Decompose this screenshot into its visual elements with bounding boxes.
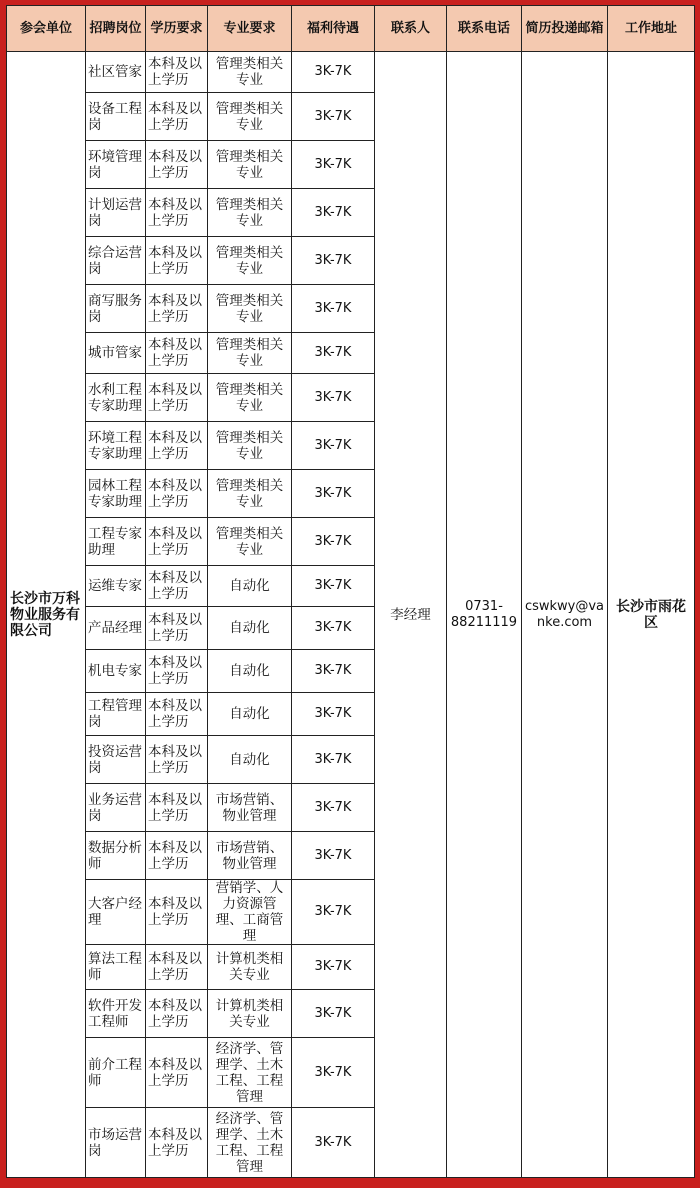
- major-cell: 市场营销、物业管理: [208, 832, 292, 880]
- salary-cell: 3K-7K: [292, 945, 375, 990]
- major-cell: 自动化: [208, 566, 292, 607]
- salary-cell: 3K-7K: [292, 237, 375, 285]
- table-row: [7, 52, 695, 93]
- major-cell: 经济学、管理学、土木工程、工程管理: [208, 1108, 292, 1178]
- position-cell: 运维专家: [86, 566, 146, 607]
- salary-cell: 3K-7K: [292, 333, 375, 374]
- education-cell: 本科及以上学历: [146, 990, 208, 1038]
- position-cell: 设备工程岗: [86, 93, 146, 141]
- education-cell: 本科及以上学历: [146, 93, 208, 141]
- position-cell: 数据分析师: [86, 832, 146, 880]
- major-cell: 管理类相关专业: [208, 470, 292, 518]
- position-cell: 业务运营岗: [86, 784, 146, 832]
- salary-cell: 3K-7K: [292, 990, 375, 1038]
- major-cell: 自动化: [208, 736, 292, 784]
- position-cell: 市场运营岗: [86, 1108, 146, 1178]
- position-cell: 城市管家: [86, 333, 146, 374]
- education-cell: 本科及以上学历: [146, 189, 208, 237]
- major-cell: 计算机类相关专业: [208, 990, 292, 1038]
- salary-cell: 3K-7K: [292, 285, 375, 333]
- major-cell: 管理类相关专业: [208, 93, 292, 141]
- header-education: 学历要求: [146, 6, 208, 52]
- salary-cell: 3K-7K: [292, 374, 375, 422]
- company-cell: 长沙市万科物业服务有限公司: [7, 52, 86, 1178]
- header-address: 工作地址: [608, 6, 695, 52]
- position-cell: 算法工程师: [86, 945, 146, 990]
- email-cell: cswkwy@vanke.com: [522, 52, 608, 1178]
- major-cell: 营销学、人力资源管理、工商管理: [208, 880, 292, 945]
- major-cell: 管理类相关专业: [208, 52, 292, 93]
- salary-cell: 3K-7K: [292, 52, 375, 93]
- education-cell: 本科及以上学历: [146, 470, 208, 518]
- header-contact: 联系人: [375, 6, 447, 52]
- major-cell: 自动化: [208, 693, 292, 736]
- position-cell: 计划运营岗: [86, 189, 146, 237]
- salary-cell: 3K-7K: [292, 693, 375, 736]
- position-cell: 综合运营岗: [86, 237, 146, 285]
- major-cell: 管理类相关专业: [208, 422, 292, 470]
- recruitment-table: [6, 5, 695, 1178]
- major-cell: 自动化: [208, 650, 292, 693]
- education-cell: 本科及以上学历: [146, 374, 208, 422]
- major-cell: 管理类相关专业: [208, 518, 292, 566]
- position-cell: 商写服务岗: [86, 285, 146, 333]
- education-cell: 本科及以上学历: [146, 1038, 208, 1108]
- education-cell: 本科及以上学历: [146, 1108, 208, 1178]
- education-cell: 本科及以上学历: [146, 237, 208, 285]
- education-cell: 本科及以上学历: [146, 285, 208, 333]
- position-cell: 前介工程师: [86, 1038, 146, 1108]
- position-cell: 软件开发工程师: [86, 990, 146, 1038]
- salary-cell: 3K-7K: [292, 880, 375, 945]
- major-cell: 管理类相关专业: [208, 237, 292, 285]
- position-cell: 社区管家: [86, 52, 146, 93]
- major-cell: 管理类相关专业: [208, 374, 292, 422]
- header-salary: 福利待遇: [292, 6, 375, 52]
- position-cell: 工程管理岗: [86, 693, 146, 736]
- education-cell: 本科及以上学历: [146, 784, 208, 832]
- position-cell: 大客户经理: [86, 880, 146, 945]
- salary-cell: 3K-7K: [292, 736, 375, 784]
- header-row: [7, 6, 695, 52]
- salary-cell: 3K-7K: [292, 784, 375, 832]
- header-company: 参会单位: [7, 6, 86, 52]
- salary-cell: 3K-7K: [292, 422, 375, 470]
- education-cell: 本科及以上学历: [146, 141, 208, 189]
- education-cell: 本科及以上学历: [146, 333, 208, 374]
- position-cell: 园林工程专家助理: [86, 470, 146, 518]
- position-cell: 产品经理: [86, 607, 146, 650]
- position-cell: 水利工程专家助理: [86, 374, 146, 422]
- major-cell: 自动化: [208, 607, 292, 650]
- position-cell: 投资运营岗: [86, 736, 146, 784]
- education-cell: 本科及以上学历: [146, 52, 208, 93]
- salary-cell: 3K-7K: [292, 832, 375, 880]
- salary-cell: 3K-7K: [292, 518, 375, 566]
- phone-cell: 0731-88211119: [447, 52, 522, 1178]
- header-email: 简历投递邮箱: [522, 6, 608, 52]
- major-cell: 经济学、管理学、土木工程、工程管理: [208, 1038, 292, 1108]
- header-phone: 联系电话: [447, 6, 522, 52]
- table-body: [7, 52, 695, 1178]
- salary-cell: 3K-7K: [292, 566, 375, 607]
- salary-cell: 3K-7K: [292, 1108, 375, 1178]
- header-position: 招聘岗位: [86, 6, 146, 52]
- education-cell: 本科及以上学历: [146, 736, 208, 784]
- education-cell: 本科及以上学历: [146, 566, 208, 607]
- address-cell: 长沙市雨花区: [608, 52, 695, 1178]
- recruitment-table-frame: [6, 5, 694, 1178]
- education-cell: 本科及以上学历: [146, 880, 208, 945]
- education-cell: 本科及以上学历: [146, 518, 208, 566]
- salary-cell: 3K-7K: [292, 607, 375, 650]
- position-cell: 工程专家助理: [86, 518, 146, 566]
- salary-cell: 3K-7K: [292, 141, 375, 189]
- position-cell: 环境管理岗: [86, 141, 146, 189]
- salary-cell: 3K-7K: [292, 1038, 375, 1108]
- major-cell: 管理类相关专业: [208, 141, 292, 189]
- major-cell: 管理类相关专业: [208, 285, 292, 333]
- major-cell: 管理类相关专业: [208, 333, 292, 374]
- salary-cell: 3K-7K: [292, 470, 375, 518]
- position-cell: 环境工程专家助理: [86, 422, 146, 470]
- education-cell: 本科及以上学历: [146, 945, 208, 990]
- major-cell: 计算机类相关专业: [208, 945, 292, 990]
- major-cell: 管理类相关专业: [208, 189, 292, 237]
- position-cell: 机电专家: [86, 650, 146, 693]
- education-cell: 本科及以上学历: [146, 693, 208, 736]
- salary-cell: 3K-7K: [292, 93, 375, 141]
- header-major: 专业要求: [208, 6, 292, 52]
- education-cell: 本科及以上学历: [146, 607, 208, 650]
- contact-cell: 李经理: [375, 52, 447, 1178]
- education-cell: 本科及以上学历: [146, 832, 208, 880]
- education-cell: 本科及以上学历: [146, 650, 208, 693]
- major-cell: 市场营销、物业管理: [208, 784, 292, 832]
- education-cell: 本科及以上学历: [146, 422, 208, 470]
- salary-cell: 3K-7K: [292, 189, 375, 237]
- salary-cell: 3K-7K: [292, 650, 375, 693]
